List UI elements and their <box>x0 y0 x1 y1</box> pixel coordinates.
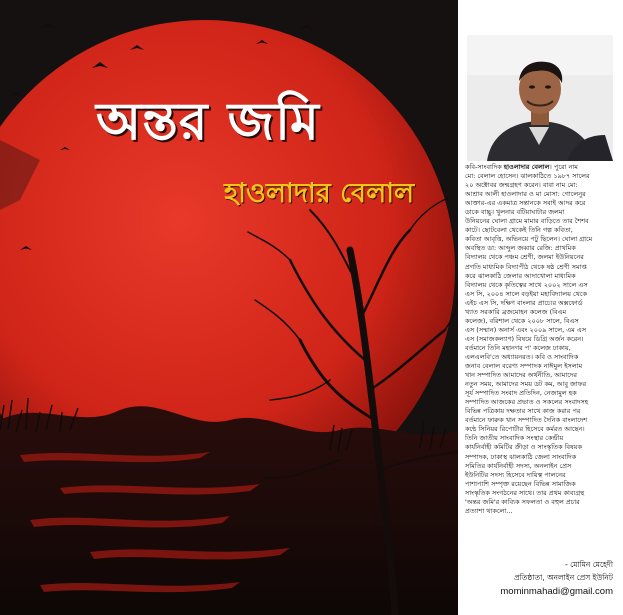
author-photo <box>467 35 613 161</box>
bio-line <box>465 190 615 199</box>
bio-line <box>465 471 615 480</box>
bio-line-text: এস (সমাজকল্যাণ) বিষয়ে ডিগ্রি অর্জন করেন। <box>465 334 584 343</box>
bio-line-text: খান সম্পাদিত আমাদের অর্থনীতি, আমাদের <box>465 371 577 380</box>
bio-line-text: পাশাপাশি সম্পৃক্ত রয়েছেন বিভিন্ন সামাজিক <box>465 479 576 488</box>
bio-line-text: অবস্থিত ডা: আব্দুল জব্বার রেজি: প্রাথমিক <box>465 244 576 253</box>
bio-line <box>465 281 615 290</box>
bio-line <box>465 299 615 308</box>
bio-line <box>465 272 615 281</box>
bio-line-text: নতুন সময়, আমাদের সময় ডট কম, আবু জাফর <box>465 380 587 389</box>
bio-line <box>465 443 615 452</box>
signature-role: প্রতিষ্ঠাতা, অনলাইন প্রেস ইউনিট <box>514 573 613 582</box>
bio-line-text: এস সি, ২০০৪ সালে বড়ইয়া মহাবিদ্যালয় থেকে <box>465 289 587 298</box>
cover-book-title: অন্তর জমি <box>96 92 320 152</box>
bio-line <box>465 235 615 244</box>
bio-line-text: কাটে। ছোটবেলা থেকেই তিনি গল্প কবিতা, <box>465 226 573 235</box>
bio-line <box>465 353 615 362</box>
bio-line <box>465 489 615 498</box>
bio-line <box>465 389 615 398</box>
bio-line <box>465 398 615 407</box>
bio-line <box>465 253 615 262</box>
bio-line <box>465 362 615 371</box>
bio-line <box>465 263 615 272</box>
bio-line <box>465 181 615 190</box>
bio-line-text: সমিতির কার্যনির্বাহী সদস্য, অনলাইন প্রেস <box>465 461 572 470</box>
bio-line-text: কবিতা আবৃত্তি, অভিনয়ে পটু ছিলেন। ঘোলা গ্রামে <box>465 235 593 244</box>
bio-line-text: কার্যনির্বাহী কমিটির ক্রীড়া ও সাংস্কৃতিক বিষয়ক <box>465 443 583 452</box>
bio-line-text: তিনি জাতীয় সাংবাদিক সংস্থার কেন্দ্রীয় <box>465 434 564 443</box>
bio-line <box>465 407 615 416</box>
bio-line-text: । পুরো নাম <box>549 163 578 171</box>
bio-line-text: বিদ্যালয় থেকে কৃতিত্বের সাথে ২০০২ সালে এস <box>465 280 588 289</box>
bio-line-text: বর্তমানে ফারুক খান সম্পাদিত দৈনিক বাংলাদেশ <box>465 416 588 425</box>
bio-line <box>465 172 615 181</box>
bio-line <box>465 217 615 226</box>
cover-author-name: হাওলাদার বেলাল <box>224 178 415 209</box>
bio-line-text: আশ্রাব আলী হাওলাদার ও মা মোসা: গোলেনুর <box>465 190 586 199</box>
bio-line-text: সম্পাদক, ঢাকাস্থ ঝালকাঠি জেলা সাংবাদিক <box>465 452 577 461</box>
bio-line-text: কবি-সাংবাদিক <box>465 163 504 171</box>
bio-line <box>465 163 615 172</box>
bio-line <box>465 380 615 389</box>
bio-line-text: বিভিন্ন পত্রিকায় দক্ষতার সাথে কাজ করার পর <box>465 407 581 416</box>
bio-line-text: বর্তমানে তিনি মহানগর প' কলেজ ঢাকায়, <box>465 343 571 352</box>
bio-line-text: প্রগতি মাধ্যমিক বিদ্যাপীঠ থেকে ষষ্ঠ শ্রেণী সমাপ্ত <box>465 262 587 271</box>
bio-line <box>465 416 615 425</box>
bio-line <box>465 498 615 507</box>
bio-line <box>465 462 615 471</box>
bio-line <box>465 226 615 235</box>
bio-line <box>465 326 615 335</box>
bio-line <box>465 208 615 217</box>
bio-author-name: হাওলাদার বেলাল <box>503 163 550 171</box>
signature-email[interactable]: mominmahadi@gmail.com <box>500 586 613 597</box>
author-biography <box>465 163 615 516</box>
bio-line-text: 'অন্তর জমি'র কাব্যিক সফলতা ও বহুল প্রচার <box>465 497 580 506</box>
author-portrait-image <box>467 35 613 161</box>
signature-name: - মোমিন মেহেদী <box>565 560 613 569</box>
bio-line <box>465 434 615 443</box>
bio-line <box>465 317 615 326</box>
bio-line <box>465 335 615 344</box>
bio-line <box>465 425 615 434</box>
bio-line <box>465 344 615 353</box>
bio-line-text: এইচ এস সি, দক্ষিণ বাংলার প্রাচ্যের অক্সফোর্ড <box>465 298 583 307</box>
bio-line-text: জনাব বেলাল বরেণ্য সম্পাদক নাঈমুল ইসলাম <box>465 362 583 371</box>
bio-line-text: কন্ঠে সিনিয়র রিপোর্টার হিসেবে কর্মরত আছেন। <box>465 425 585 434</box>
bio-line-text: এস (সম্মান) অনার্স এবং ২০০৯ সালে, এম এস <box>465 325 587 334</box>
bio-line <box>465 453 615 462</box>
bio-line-text: বিদ্যালয় থেকে পঞ্চম শ্রেণী, জলমা ইউনিয়নের <box>465 253 584 262</box>
bio-line <box>465 507 615 516</box>
bio-line-text: সূর্য সম্পাদিত সংবাদ প্রতিদিন, নেজামুল হক <box>465 389 577 398</box>
bio-line <box>465 308 615 317</box>
bio-line <box>465 199 615 208</box>
bio-line-text: সম্পাদিত আজকের প্রভাত ও সকলের সংবাদসহ <box>465 398 589 407</box>
bio-line-text: ২০ অক্টোবর জন্মগ্রহণ করেন। বাবা নাম মো: <box>465 181 578 190</box>
bio-line-text: কলেজ), বরিশাল থেকে ২০০৮ সালে, বিএস <box>465 316 579 325</box>
bio-line-text: মো: বেলাল হোসেন। ঝালকাঠিতে ১৯৮৭ সালের <box>465 172 590 181</box>
bio-line <box>465 480 615 489</box>
bio-line-text: ইউনিটির সদস্য হিসেবে দায়িত্ব পালনের <box>465 470 566 479</box>
bio-line <box>465 244 615 253</box>
bio-line-text: ডাকে বাচ্চু। খুলনার বটিয়াঘাটার জলমা <box>465 208 565 217</box>
bio-line-text: খ্যাত সরকারি ব্রজমোহন কলেজ (বিএম <box>465 307 567 316</box>
bio-line-text: এলএলবি'তে অধ্যায়নরত। কবি ও সাংবাদিক <box>465 352 579 361</box>
bio-line <box>465 371 615 380</box>
bio-line-text: প্রত্যাশা থাকলো... <box>465 506 513 515</box>
bio-line-text: আক্তার-এর একমাত্র সন্তানকে সবাই আদর করে <box>465 199 586 208</box>
bio-line-text: উনিয়নের ঘোলা গ্রামে মামার বাড়িতে তার শৈশব <box>465 217 589 226</box>
bio-line <box>465 290 615 299</box>
bio-line-text: সাংস্কৃতিক সংগঠনের সাথে। তার প্রথম কাব্যগ্রন্থ <box>465 488 585 497</box>
bio-line-text: করে ঝালকাঠি জেলার আদাখোলা মাধ্যমিক <box>465 271 576 280</box>
